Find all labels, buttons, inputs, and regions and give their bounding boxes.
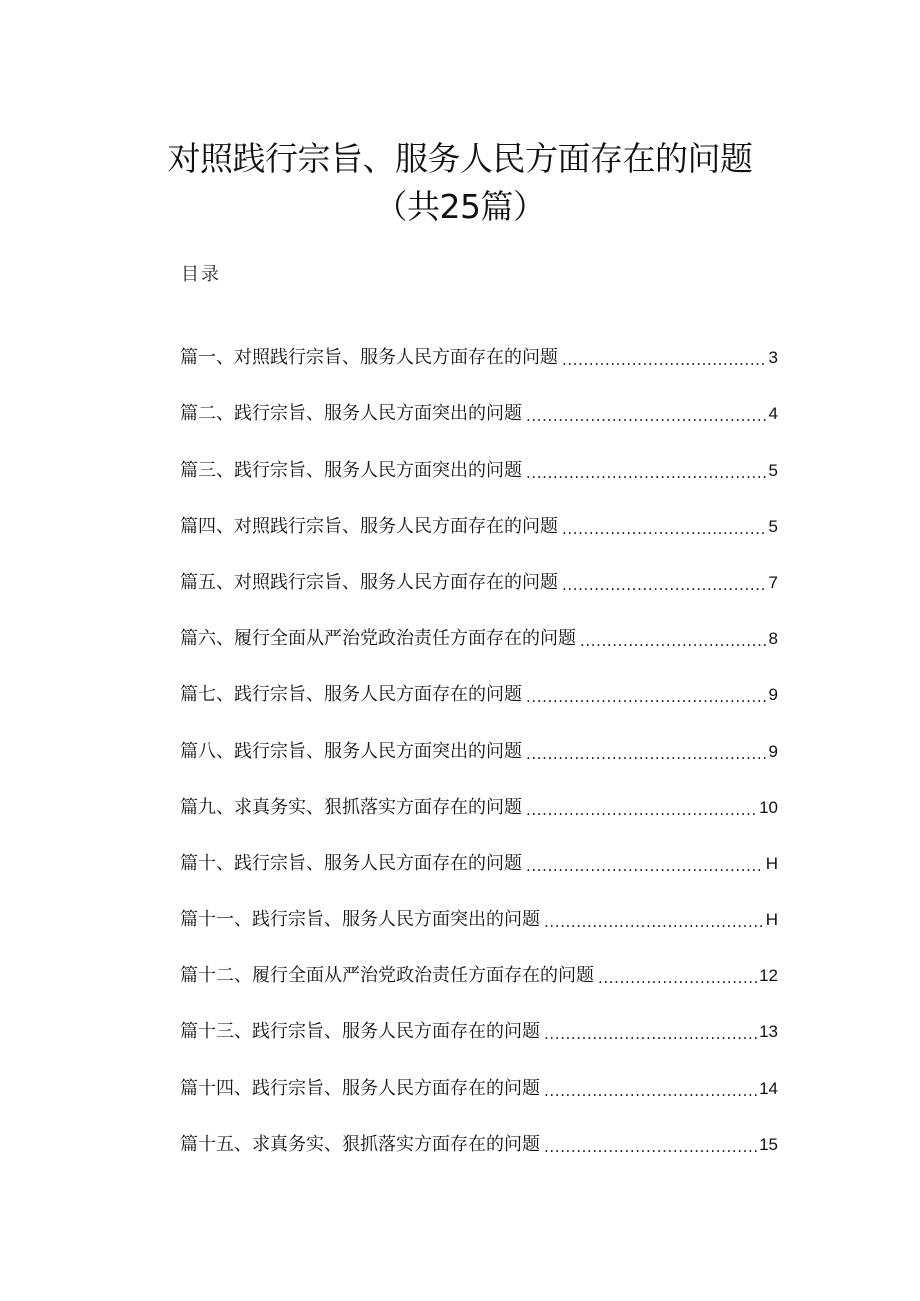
toc-entry-page[interactable]: 8: [768, 629, 778, 649]
toc-entry-9[interactable]: [180, 766, 778, 822]
toc-entry-4[interactable]: [180, 485, 778, 541]
toc-dot-leader: [562, 513, 767, 541]
toc-entry-7[interactable]: [180, 653, 778, 709]
toc-entry-page[interactable]: 15: [759, 1134, 778, 1154]
toc-entry-page[interactable]: 13: [759, 1022, 778, 1042]
title-line-2: （共25篇）: [374, 187, 546, 226]
table-of-contents: [180, 316, 778, 1159]
toc-entry-14[interactable]: [180, 1046, 778, 1102]
toc-entry-label[interactable]: 篇二、践行宗旨、服务人民方面突出的问题: [180, 403, 522, 425]
toc-entry-label[interactable]: 篇一、对照践行宗旨、服务人民方面存在的问题: [180, 347, 558, 369]
toc-dot-leader: [526, 681, 767, 709]
page-title: [0, 136, 920, 230]
toc-dot-leader: [562, 569, 767, 597]
toc-entry-label[interactable]: 篇十一、践行宗旨、服务人民方面突出的问题: [180, 909, 540, 931]
toc-entry-label[interactable]: 篇十三、践行宗旨、服务人民方面存在的问题: [180, 1021, 540, 1043]
toc-entry-15[interactable]: [180, 1103, 778, 1159]
toc-entry-3[interactable]: [180, 428, 778, 484]
toc-dot-leader: [544, 1075, 757, 1103]
toc-entry-label[interactable]: 篇十、践行宗旨、服务人民方面存在的问题: [180, 852, 522, 874]
toc-entry-page[interactable]: 12: [759, 966, 778, 986]
toc-entry-5[interactable]: [180, 541, 778, 597]
toc-entry-label[interactable]: 篇五、对照践行宗旨、服务人民方面存在的问题: [180, 571, 558, 593]
toc-entry-label[interactable]: 篇四、对照践行宗旨、服务人民方面存在的问题: [180, 515, 558, 537]
toc-entry-label[interactable]: 篇十四、践行宗旨、服务人民方面存在的问题: [180, 1077, 540, 1099]
toc-dot-leader: [580, 625, 767, 653]
toc-entry-1[interactable]: [180, 316, 778, 372]
toc-dot-leader: [598, 962, 757, 990]
toc-entry-page[interactable]: 3: [768, 348, 778, 368]
toc-dot-leader: [526, 457, 767, 485]
toc-entry-10[interactable]: [180, 822, 778, 878]
toc-entry-6[interactable]: [180, 597, 778, 653]
toc-dot-leader: [544, 1131, 757, 1159]
toc-entry-page[interactable]: 5: [768, 460, 778, 480]
title-line-1: 对照践行宗旨、服务人民方面存在的问题: [167, 139, 753, 178]
toc-entry-label[interactable]: 篇十五、求真务实、狠抓落实方面存在的问题: [180, 1133, 540, 1155]
toc-dot-leader: [562, 344, 767, 372]
toc-entry-label[interactable]: 篇十二、履行全面从严治党政治责任方面存在的问题: [180, 965, 594, 987]
toc-entry-label[interactable]: 篇九、求真务实、狠抓落实方面存在的问题: [180, 796, 522, 818]
toc-entry-12[interactable]: [180, 934, 778, 990]
toc-heading: 目录: [181, 264, 221, 285]
toc-entry-8[interactable]: [180, 709, 778, 765]
toc-entry-label[interactable]: 篇三、践行宗旨、服务人民方面突出的问题: [180, 459, 522, 481]
toc-entry-page[interactable]: 4: [768, 404, 778, 424]
toc-dot-leader: [526, 400, 767, 428]
toc-entry-label[interactable]: 篇八、践行宗旨、服务人民方面突出的问题: [180, 740, 522, 762]
toc-entry-page[interactable]: H: [765, 910, 778, 930]
toc-dot-leader: [544, 906, 764, 934]
toc-entry-page[interactable]: 5: [768, 516, 778, 536]
toc-dot-leader: [526, 850, 764, 878]
toc-dot-leader: [526, 738, 767, 766]
toc-entry-page[interactable]: H: [765, 853, 778, 873]
toc-entry-2[interactable]: [180, 372, 778, 428]
toc-entry-page[interactable]: 9: [768, 741, 778, 761]
toc-dot-leader: [544, 1018, 757, 1046]
toc-entry-label[interactable]: 篇七、践行宗旨、服务人民方面存在的问题: [180, 684, 522, 706]
toc-entry-13[interactable]: [180, 990, 778, 1046]
toc-entry-label[interactable]: 篇六、履行全面从严治党政治责任方面存在的问题: [180, 628, 576, 650]
toc-entry-11[interactable]: [180, 878, 778, 934]
toc-entry-page[interactable]: 14: [759, 1078, 778, 1098]
toc-dot-leader: [526, 794, 757, 822]
toc-entry-page[interactable]: 10: [759, 797, 778, 817]
toc-entry-page[interactable]: 7: [768, 572, 778, 592]
toc-entry-page[interactable]: 9: [768, 685, 778, 705]
